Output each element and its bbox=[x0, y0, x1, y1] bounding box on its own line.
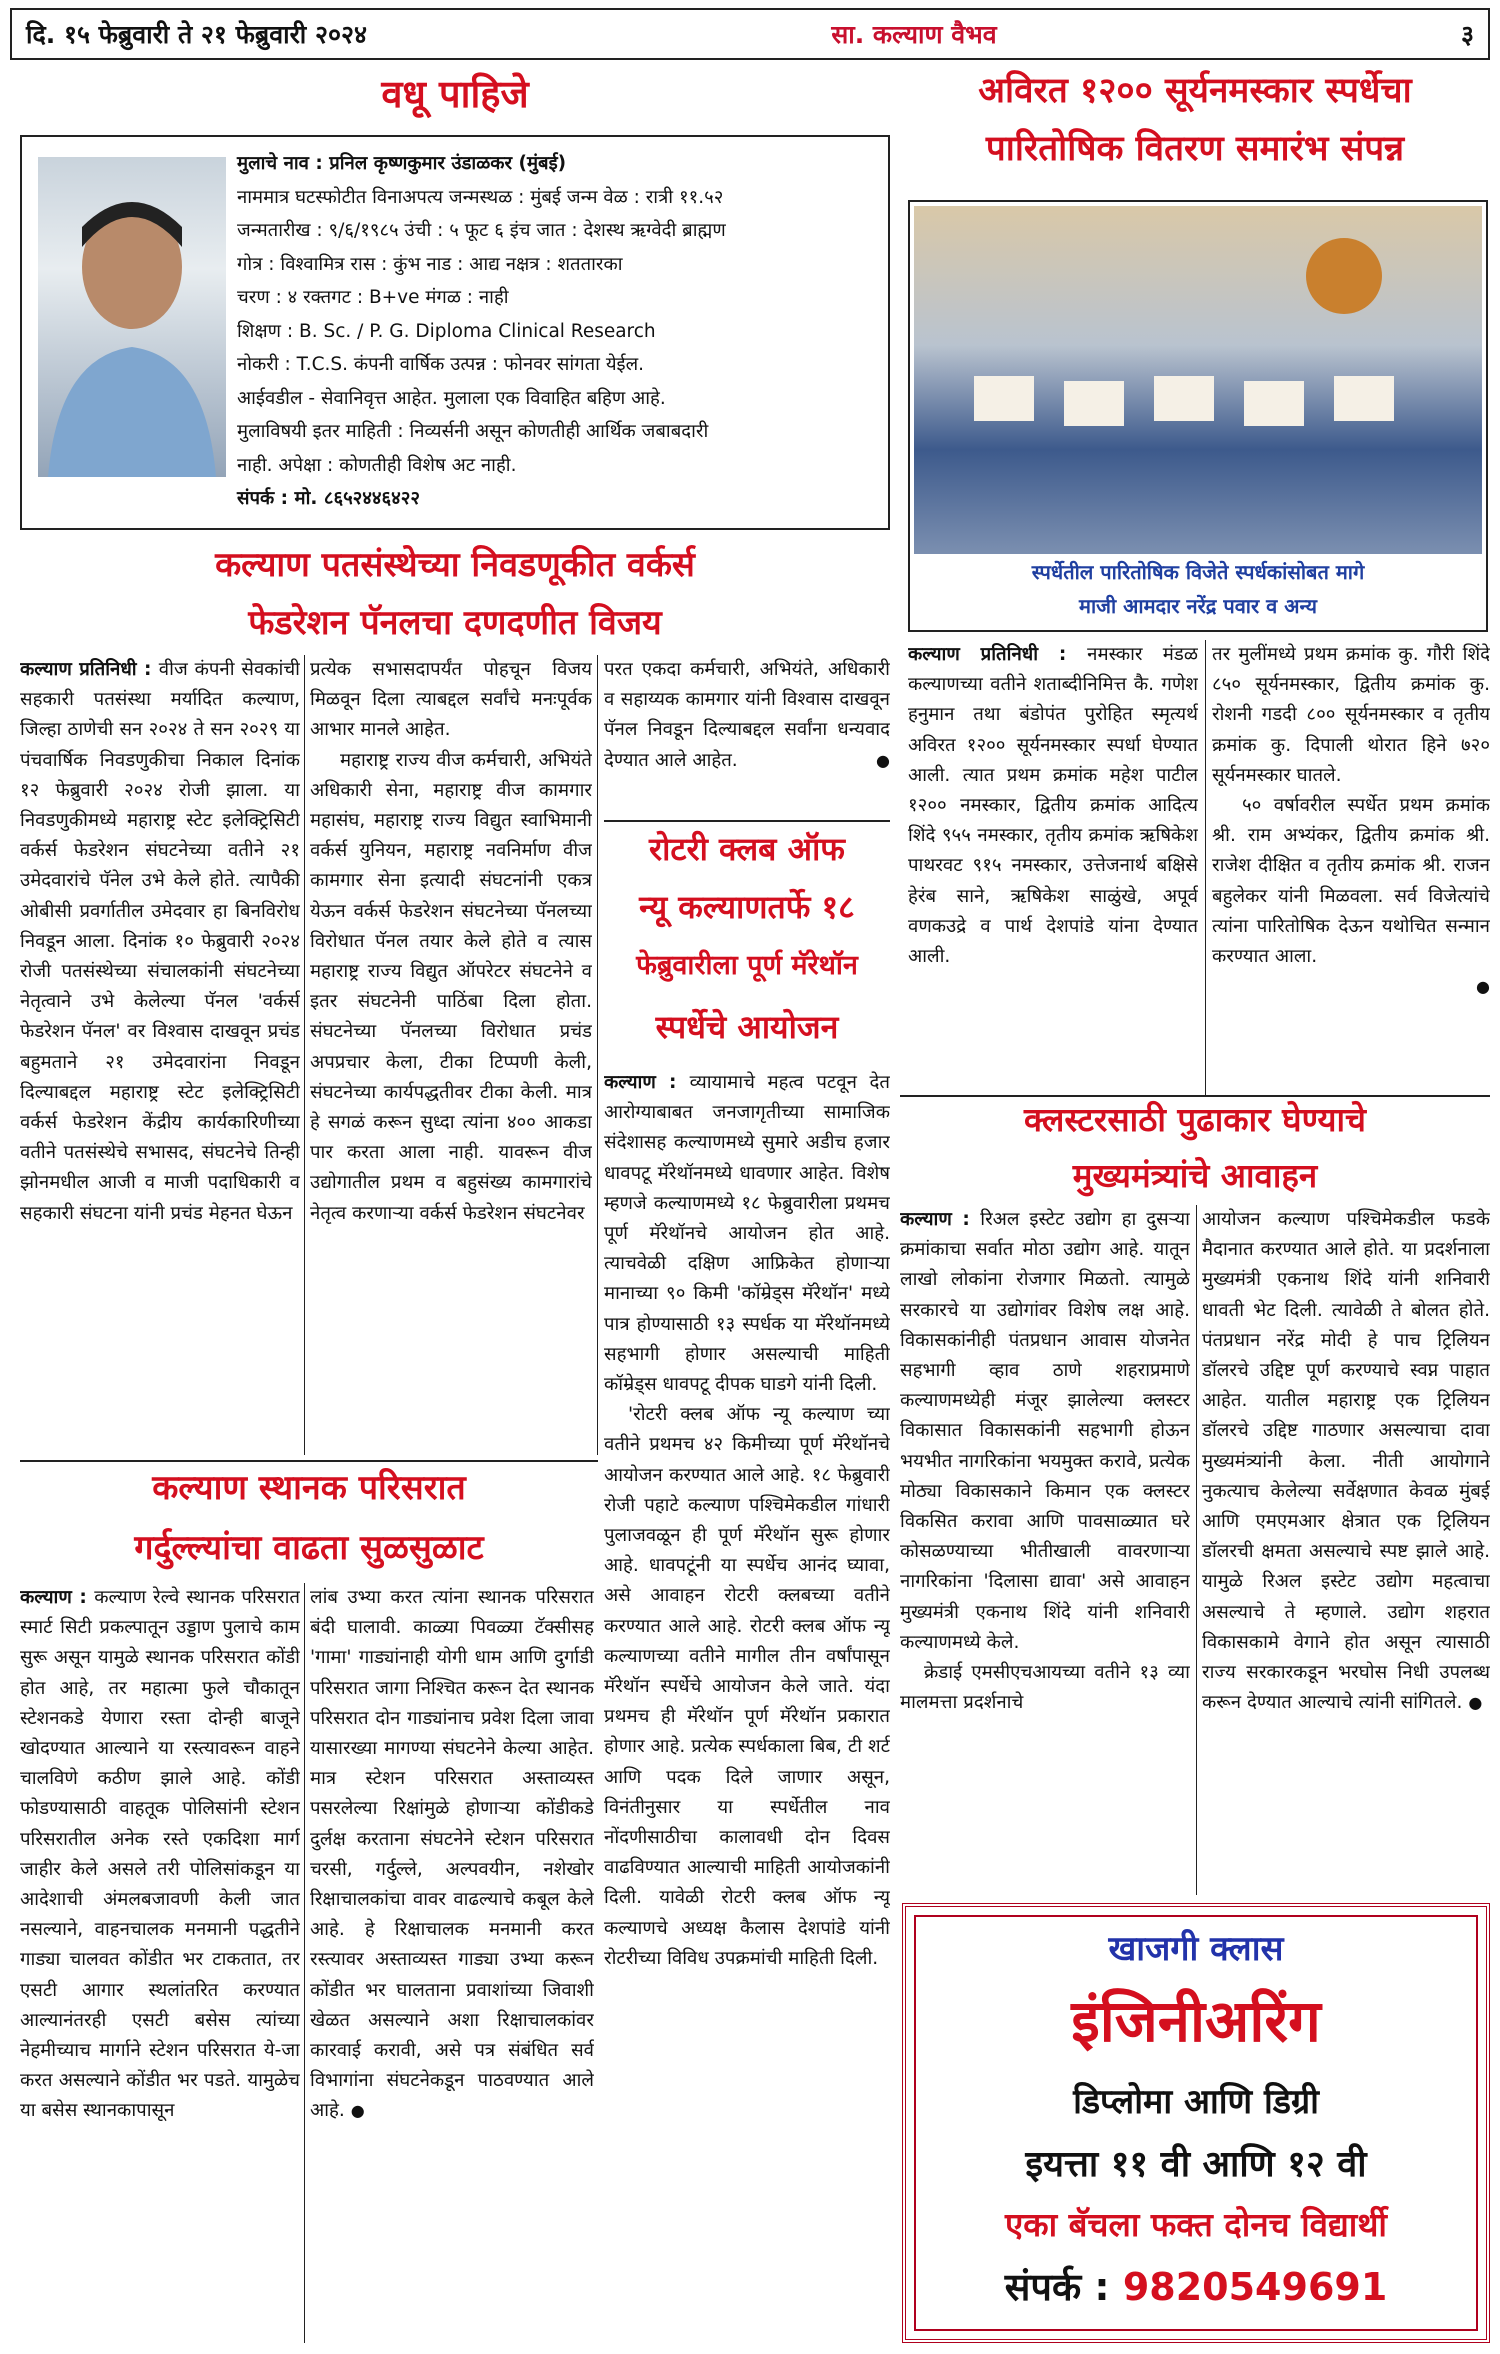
section-rule bbox=[900, 1095, 1490, 1097]
article-text: रिअल इस्टेट उद्योग हा दुसऱ्या क्रमांकाचा सर्वात मोठा उद्योग आहे. यातून लाखो लोकांना रोजगार मिळतो. त्यामुळे सरकारचे या उद्योगांवर विशेष लक्ष आहे. विकासकांनीही पंतप्रधान आवास योजनेत सहभागी व्हाव ठाणे शहराप्रमाणे कल्याणमध्येही मंजूर झालेल्या क्लस्टर विकासात विकासकांनी सहभागी होऊन भयभीत नागरिकांना भयमुक्त करावे, प्रत्येक मोठ्या विकासकाने किमान एक क्लस्टर विकसित करावा आणि पावसाळ्यात घरे कोसळण्याच्या भीतीखाली वावरणाऱ्या नागरिकांना 'दिलासा द्यावा' असे आवाहन मुख्यमंत्री एकनाथ शिंदे यांनी शनिवारी कल्याणमध्ये केले. bbox=[900, 1209, 1190, 1653]
detail-line: चरण : ४ रक्तगट : B+ve मंगळ : नाही bbox=[237, 287, 509, 308]
ad-contact-label: संपर्क : bbox=[1004, 2265, 1123, 2309]
ad-contact-number: 9820549691 bbox=[1122, 2265, 1388, 2309]
patsanstha-column-3 bbox=[604, 655, 890, 815]
page-header bbox=[10, 8, 1490, 60]
ad-line-5: एका बॅचला फक्त दोनच विद्यार्थी bbox=[1005, 2205, 1387, 2244]
article-text: वीज कंपनी सेवकांची सहकारी पतसंस्था मर्यादित कल्याण, जिल्हा ठाणेची सन २०२४ ते सन २०२९ या पंचवार्षिक निवडणुकीचा निकाल दिनांक १२ फेब्रुवारी २०२४ रोजी झाला. या निवडणुकीमध्ये महाराष्ट्र स्टेट इलेक्ट्रिसिटी वर्कर्स फेडरेशन संघटनेच्या वतीने २१ उमेदवारांचे पॅनेल उभे केले होते. त्यापैकी ओबीसी प्रवर्गातील उमेदवार हा बिनविरोध निवडून आला. दिनांक १० फेब्रुवारी २०२४ रोजी पतसंस्थेच्या संचालकांनी संघटनेच्या नेतृत्वाने उभे केलेल्या पॅनल 'वर्कर्स फेडरेशन पॅनल' वर विश्वास दाखवून प्रचंड बहुमताने २१ उमेदवारांना निवडून दिल्याबद्दल महाराष्ट्र स्टेट इलेक्ट्रिसिटी वर्कर्स फेडरेशन केंद्रीय कार्यकारिणीच्या वतीने पतसंस्थेचे सभासद, संघटनेचे तिन्ही झोनमधील आजी व माजी पदाधिकारी व सहकारी संघटना यांनी प्रचंड मेहनत घेऊन bbox=[20, 659, 300, 1224]
article-text: कल्याण रेल्वे स्थानक परिसरात स्मार्ट सिटी प्रकल्पातून उड्डाण पुलाचे काम सुरू असून यामुळे स्थानक परिसरात कोंडी होत आहे, तर महात्मा फुले चौकातून स्टेशनकडे येणारा रस्ता दोन्ही बाजूने खोदण्यात आल्याने या रस्त्यावरून वाहने चालविणे कठीण झाले आहे. कोंडी फोडण्यासाठी वाहतूक पोलिसांनी स्टेशन परिसरातील अनेक रस्ते एकदिशा मार्ग जाहीर केले असले तरी पोलिसांकडून या आदेशाची अंमलबजावणी केली जात नसल्याने, वाहनचालक मनमानी पद्धतीने गाड्या चालवत कोंडीत भर टाकतात, तर एसटी आगार स्थलांतरित करण्यात आल्यानंतरही एसटी बसेस त्यांच्या नेहमीच्याच मार्गाने स्टेशन परिसरात ये-जा करत असल्याने कोंडीत भर पडते. यामुळेच या बसेस स्थानकापासून bbox=[20, 1587, 300, 2122]
article-text: प्रत्येक सभासदापर्यंत पोहचून विजय मिळवून दिला त्याबद्दल सर्वांचे मनःपूर्वक आभार मानले आहेत. bbox=[310, 659, 592, 741]
person-icon bbox=[38, 157, 226, 477]
ad-line-4: इयत्ता ११ वी आणि १२ वी bbox=[1025, 2144, 1367, 2185]
page-number: ३ bbox=[1460, 20, 1474, 49]
surya-headline-2: पारितोषिक वितरण समारंभ संपन्न bbox=[985, 129, 1405, 169]
byline: कल्याण प्रतिनिधी : bbox=[908, 644, 1088, 665]
rotary-headline-3: फेब्रुवारीला पूर्ण मॅरेथॉन bbox=[636, 950, 858, 981]
section-rule bbox=[20, 1460, 598, 1462]
issue-date: दि. १५ फेब्रुवारी ते २१ फेब्रुवारी २०२४ bbox=[26, 20, 367, 49]
patsanstha-column-1 bbox=[20, 655, 300, 1455]
surya-column-2 bbox=[1212, 640, 1490, 1095]
cluster-headline-2: मुख्यमंत्र्यांचे आवाहन bbox=[1072, 1156, 1318, 1195]
patsanstha-headline-1: कल्याण पतसंस्थेच्या निवडणूकीत वर्कर्स bbox=[215, 545, 695, 585]
end-mark: ● bbox=[350, 2101, 365, 2121]
prize-ceremony-photo bbox=[914, 206, 1482, 554]
rotary-body bbox=[604, 1068, 890, 2343]
article-text: क्रेडाई एमसीएचआयच्या वतीने १३ व्या मालमत्ता प्रदर्शनाचे bbox=[900, 1662, 1190, 1714]
station-column-1 bbox=[20, 1583, 300, 2343]
station-headline-2: गर्दुल्ल्यांचा वाढता सुळसुळाट bbox=[134, 1528, 484, 1568]
profile-photo bbox=[38, 157, 226, 477]
detail-line: नाममात्र घटस्फोटीत विनाअपत्य जन्मस्थळ : मुंबई जन्म वेळ : रात्री ११.५२ bbox=[237, 186, 724, 208]
article-text: लांब उभ्या करत त्यांना स्थानक परिसरात बंदी घालावी. काळ्या पिवळ्या टॅक्सीसह 'गामा' गाड्यांनाही योगी धाम आणि दुर्गाडी परिसरात जागा निश्चित करून देत स्थानक परिसरात दोन गाड्यांनाच प्रवेश दिला जावा यासारख्या मागण्या संघटनेने केल्या आहेत. मात्र स्टेशन परिसरात अस्ताव्यस्त पसरलेल्या रिक्षांमुळे होणाऱ्या कोंडीकडे दुर्लक्ष करताना संघटनेने स्टेशन परिसरात चरसी, गर्दुल्ले, अल्पवयीन, नशेखोर रिक्षाचालकांचा वावर वाढल्याचे कबूल केले आहे. हे रिक्षाचालक मनमानी करत रस्त्यावर अस्ताव्यस्त गाड्या उभ्या करून कोंडीत भर घालताना प्रवाशांच्या जिवाशी खेळत असल्याने अशा रिक्षाचालकांवर कारवाई करावी, असे पत्र संबंधित सर्व विभागांना संघटनेकडून पाठवण्यात आले आहे. bbox=[310, 1587, 594, 2122]
station-column-2 bbox=[310, 1583, 594, 2343]
matrimony-details bbox=[237, 147, 882, 516]
end-mark: ● bbox=[1468, 1693, 1483, 1713]
detail-line: गोत्र : विश्वामित्र रास : कुंभ नाड : आद्य नक्षत्र : शततारका bbox=[237, 253, 623, 275]
matrimony-box bbox=[20, 135, 890, 530]
article-text: आयोजन कल्याण पश्चिमेकडील फडके मैदानात करण्यात आले होते. या प्रदर्शनाला मुख्यमंत्री एकनाथ शिंदे यांनी शनिवारी धावती भेट दिली. त्यावेळी ते बोलत होते. पंतप्रधान नरेंद्र मोदी हे पाच ट्रिलियन डॉलरचे उद्दिष्ट पूर्ण करण्याचे स्वप्न पाहात आहेत. यातील महाराष्ट्र एक ट्रिलियन डॉलरचे उद्दिष्ट गाठणार असल्याचा दावा मुख्यमंत्र्यांनी केला. नीती आयोगाने नुकत्याच केलेल्या सर्वेक्षणात केवळ मुंबई आणि एमएमआर क्षेत्रात एक ट्रिलियन डॉलरची क्षमता असल्याचे स्पष्ट झाले आहे. यामुळे रिअल इस्टेट उद्योग महत्वाचा असल्याचे ते म्हणाले. उद्योग शहरात विकासकामे वेगाने होत असून त्यासाठी राज्य सरकारकडून भरघोस निधी उपलब्ध करून देण्यात आल्याचे त्यांनी सांगितले. bbox=[1202, 1209, 1490, 1714]
group-photo-icon bbox=[914, 206, 1482, 554]
byline: कल्याण प्रतिनिधी : bbox=[20, 659, 159, 680]
cluster-column-1 bbox=[900, 1205, 1190, 1895]
rotary-headline-4: स्पर्धेचे आयोजन bbox=[655, 1008, 839, 1046]
article-text: व्यायामाचे महत्व पटवून देत आरोग्याबाबत जनजागृतीच्या सामाजिक संदेशासह कल्याणमध्ये सुमारे अडीच हजार धावपटू मॅरेथॉनमध्ये धावणार आहेत. विशेष म्हणजे कल्याणमध्ये १८ फेब्रुवारीला प्रथमच पूर्ण मॅरेथॉनचे आयोजन होत आहे. त्याचवेळी दक्षिण आफ्रिकेत होणाऱ्या मानाच्या ९० किमी 'कॉम्रेड्स मॅरेथॉन' मध्ये पात्र होण्यासाठी १३ स्पर्धक या मॅरेथॉनमध्ये सहभागी होणार असल्याची माहिती कॉम्रेड्स धावपटू दीपक घाडगे यांनी दिली. bbox=[604, 1072, 890, 1396]
rotary-headline-2: न्यू कल्याणतर्फे १८ bbox=[639, 888, 855, 926]
surya-column-1 bbox=[908, 640, 1198, 1095]
ad-contact bbox=[906, 2265, 1486, 2311]
article-text: परत एकदा कर्मचारी, अभियंते, अधिकारी व सहाय्यक कामगार यांनी विश्वास दाखवून पॅनल निवडून दिल्याबद्दल सर्वांना धन्यवाद देण्यात आले आहेत. bbox=[604, 659, 890, 771]
byline: कल्याण : bbox=[604, 1072, 690, 1093]
detail-line: नोकरी : T.C.S. कंपनी वार्षिक उत्पन्न : फोनवर सांगता येईल. bbox=[237, 354, 645, 375]
detail-line: जन्मतारीख : ९/६/१९८५ उंची : ५ फूट ६ इंच जात : देशस्थ ऋग्वेदी ब्राह्मण bbox=[237, 220, 726, 241]
column-divider bbox=[1205, 640, 1206, 1095]
class-advertisement bbox=[902, 1903, 1490, 2343]
ad-line-1: खाजगी क्लास bbox=[1108, 1929, 1284, 1969]
matrimony-heading: वधू पाहिजे bbox=[381, 72, 529, 116]
column-divider bbox=[597, 655, 598, 1455]
photo-caption-2: माजी आमदार नरेंद्र पवार व अन्य bbox=[1079, 594, 1317, 618]
section-rule bbox=[604, 820, 890, 822]
surya-headline-1: अविरत १२०० सूर्यनमस्कार स्पर्धेचा bbox=[978, 71, 1412, 111]
patsanstha-headline-2: फेडरेशन पॅनलचा दणदणीत विजय bbox=[248, 603, 662, 643]
byline: कल्याण : bbox=[900, 1209, 981, 1230]
detail-line: नाही. अपेक्षा : कोणतीही विशेष अट नाही. bbox=[237, 454, 517, 476]
cluster-column-2 bbox=[1202, 1205, 1490, 1895]
article-text: 'रोटरी क्लब ऑफ न्यू कल्याण च्या वतीने प्रथमच ४२ किमीच्या पूर्ण मॅरेथॉनचे आयोजन करण्यात आले आहे. १८ फेब्रुवारी रोजी पहाटे कल्याण पश्चिमेकडील गांधारी पुलाजवळून ही पूर्ण मॅरेथॉन सुरू होणार आहे. धावपटूंनी या स्पर्धेच आनंद घ्यावा, असे आवाहन रोटरी क्लबच्या वतीने करण्यात आले आहे. रोटरी क्लब ऑफ न्यू कल्याणच्या वतीने मागील तीन वर्षांपासून मॅरेथॉन स्पर्धेचे आयोजन केले जाते. यंदा प्रथमच ही मॅरेथॉन पूर्ण मॅरेथॉन प्रकारात होणार आहे. प्रत्येक स्पर्धकाला बिब, टी शर्ट आणि पदक दिले जाणार असून, विनंतीनुसार या स्पर्धेतील नाव नोंदणीसाठीचा कालावधी दोन दिवस वाढविण्यात आल्याची माहिती आयोजकांनी दिली. यावेळी रोटरी क्लब ऑफ न्यू कल्याणचे अध्यक्ष कैलास देशपांडे यांनी रोटरीच्या विविध उपक्रमांची माहिती दिली. bbox=[604, 1404, 890, 1969]
end-mark: ● bbox=[876, 750, 890, 770]
ad-line-2: इंजिनीअरिंग bbox=[1071, 1987, 1321, 2055]
article-text: ५० वर्षावरील स्पर्धेत प्रथम क्रमांक श्री. राम अभ्यंकर, द्वितीय क्रमांक श्री. राजेश दीक्षित व तृतीय क्रमांक श्री. राजन बहुलेकर यांनी मिळवला. सर्व विजेत्यांचे त्यांना पारितोषिक देऊन यथोचित सन्मान करण्यात आला. bbox=[1212, 795, 1490, 968]
detail-line: मुलाविषयी इतर माहिती : निव्यर्सनी असून कोणतीही आर्थिक जबाबदारी bbox=[237, 421, 709, 442]
article-text: तर मुलींमध्ये प्रथम क्रमांक कु. गौरी शिंदे ८५० सूर्यनमस्कार, द्वितीय क्रमांक कु. रोशनी गडदी ८०० सूर्यनमस्कार व तृतीय क्रमांक कु. दिपाली थोरात हिने ७२० सूर्यनमस्कार घातले. bbox=[1212, 644, 1490, 786]
rotary-headline-1: रोटरी क्लब ऑफ bbox=[649, 830, 845, 868]
article-text: नमस्कार मंडळ कल्याणच्या वतीने शताब्दीनिमित्त कै. गणेश हनुमान तथा बंडोपंत पुरोहित स्मृत्यर्थ अविरत १२०० सूर्यनमस्कार स्पर्धा घेण्यात आली. त्यात प्रथम क्रमांक महेश पाटील १२०० नमस्कार, द्वितीय क्रमांक आदित्य शिंदे ९५५ नमस्कार, तृतीय क्रमांक ऋषिकेश पाथरवट ९१५ नमस्कार, उत्तेजनार्थ बक्षिसे हेरंब साने, ऋषिकेश साळुंखे, अपूर्व वणकउद्रे व पार्थ देशपांडे यांना देण्यात आली. bbox=[908, 644, 1198, 968]
cluster-headline-1: क्लस्टरसाठी पुढाकार घेण्याचे bbox=[1024, 1100, 1366, 1139]
photo-caption-1: स्पर्धेतील पारितोषिक विजेते स्पर्धकांसोबत मागे bbox=[1031, 560, 1365, 584]
end-mark: ● bbox=[1476, 977, 1490, 997]
contact-line: संपर्क : मो. ८६५२४४६४२२ bbox=[237, 488, 421, 509]
ad-line-3: डिप्लोमा आणि डिग्री bbox=[1073, 2082, 1319, 2122]
column-divider bbox=[1196, 1205, 1197, 1895]
surya-photo-box bbox=[908, 200, 1488, 632]
byline: कल्याण : bbox=[20, 1587, 95, 1608]
detail-line: आईवडील - सेवानिवृत्त आहेत. मुलाला एक विवाहित बहिण आहे. bbox=[237, 387, 666, 409]
detail-line: मुलाचे नाव : प्रनिल कृष्णकुमार उंडाळकर (मुंबई) bbox=[237, 153, 567, 174]
station-headline-1: कल्याण स्थानक परिसरात bbox=[152, 1468, 466, 1508]
article-text: महाराष्ट्र राज्य वीज कर्मचारी, अभियंते अधिकारी सेना, महाराष्ट्र वीज कामगार महासंघ, महाराष्ट्र राज्य विद्युत स्वाभिमानी वर्कर्स युनियन, महाराष्ट्र नवनिर्माण वीज कामगार सेना इत्यादी संघटनांनी एकत्र येऊन वर्कर्स फेडरेशन संघटनेच्या पॅनलच्या विरोधात पॅनल तयार केले होते व त्यास महाराष्ट्र राज्य विद्युत ऑपरेटर संघटनेने व इतर संघटनेनी पाठिंबा दिला होता. संघटनेच्या पॅनलच्या विरोधात प्रचंड अपप्रचार केला, टीका टिप्पणी केली, संघटनेच्या कार्यपद्धतीवर टीका केली. मात्र हे सगळं करून सुध्दा त्यांना ४०० आकडा पार करता आला नाही. यावरून वीज उद्योगातील प्रथम व बहुसंख्य कामगारांचे नेतृत्व करणाऱ्या वर्कर्स फेडरेशन संघटनेवर bbox=[310, 749, 592, 1224]
detail-line: शिक्षण : B. Sc. / P. G. Diploma Clinical Research bbox=[237, 320, 656, 342]
column-divider bbox=[304, 1583, 305, 2343]
column-divider bbox=[304, 655, 305, 1455]
patsanstha-column-2 bbox=[310, 655, 592, 1455]
newspaper-name: सा. कल्याण वैभव bbox=[831, 20, 997, 49]
